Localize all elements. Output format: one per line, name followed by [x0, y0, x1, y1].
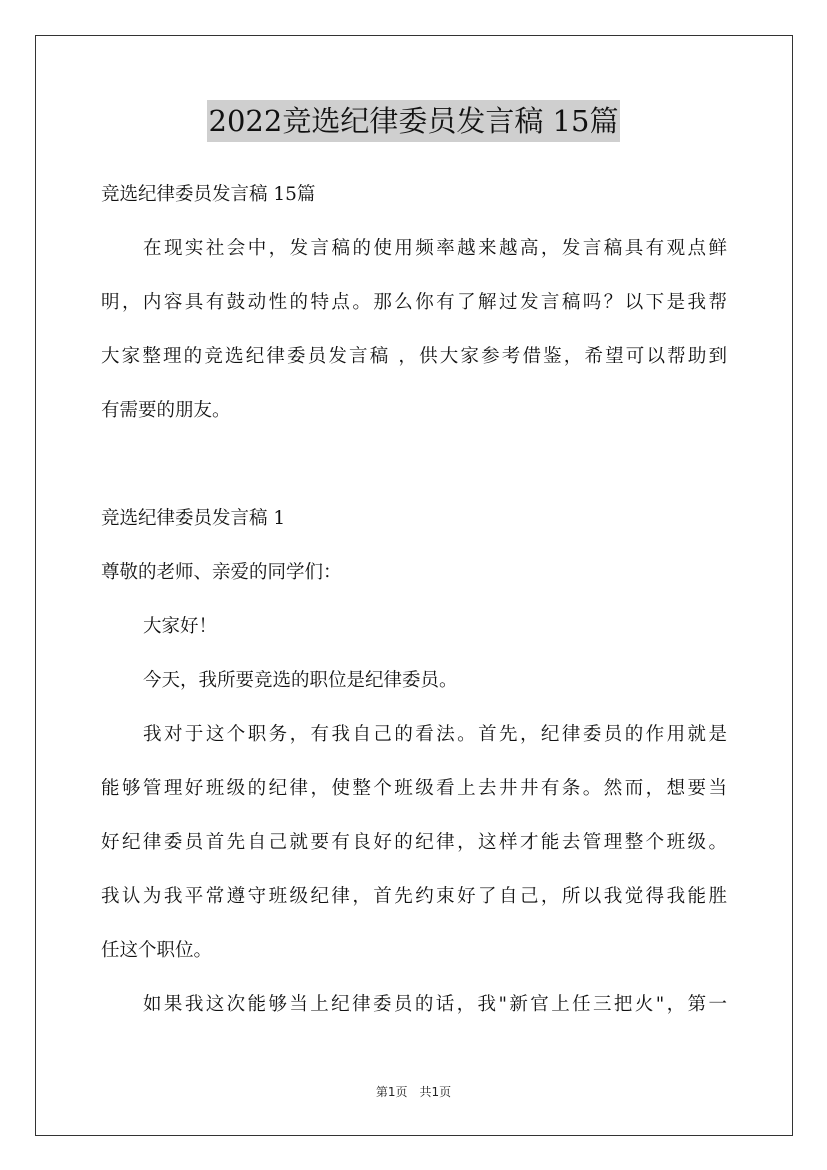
- intro-line: 明，内容具有鼓动性的特点。那么你有了解过发言稿吗？以下是我帮: [101, 292, 727, 313]
- intro-line: 大家整理的竞选纪律委员发言稿 ，供大家参考借鉴，希望可以帮助到: [101, 346, 727, 367]
- document-subtitle: 竞选纪律委员发言稿 15篇: [101, 184, 316, 205]
- title-container: [0, 100, 827, 142]
- document-body: [101, 168, 727, 1032]
- paragraph-3-line: 如果我这次能够当上纪律委员的话，我"新官上任三把火"，第一: [143, 994, 727, 1015]
- paragraph-2-line: 我对于这个职务，有我自己的看法。首先，纪律委员的作用就是: [143, 724, 727, 745]
- section-heading: 竞选纪律委员发言稿 1: [101, 508, 286, 529]
- paragraph-2-line: 好纪律委员首先自己就要有良好的纪律，这样才能去管理整个班级。: [101, 832, 727, 853]
- paragraph-2-line: 我认为我平常遵守班级纪律，首先约束好了自己，所以我觉得我能胜: [101, 886, 727, 907]
- greeting: 大家好！: [143, 616, 218, 637]
- paragraph-2-line: 能够管理好班级的纪律，使整个班级看上去井井有条。然而，想要当: [101, 778, 727, 799]
- paragraph-2-line: 任这个职位。: [101, 940, 213, 961]
- intro-line: 有需要的朋友。: [101, 400, 231, 421]
- page-footer: 第1页 共1页: [375, 1085, 452, 1099]
- salutation: 尊敬的老师、亲爱的同学们：: [101, 562, 342, 583]
- document-title: 2022竞选纪律委员发言稿 15篇: [207, 100, 621, 142]
- paragraph-spacer: [101, 438, 727, 492]
- paragraph-1: 今天，我所要竞选的职位是纪律委员。: [143, 670, 458, 691]
- intro-line: 在现实社会中，发言稿的使用频率越来越高，发言稿具有观点鲜: [143, 238, 727, 259]
